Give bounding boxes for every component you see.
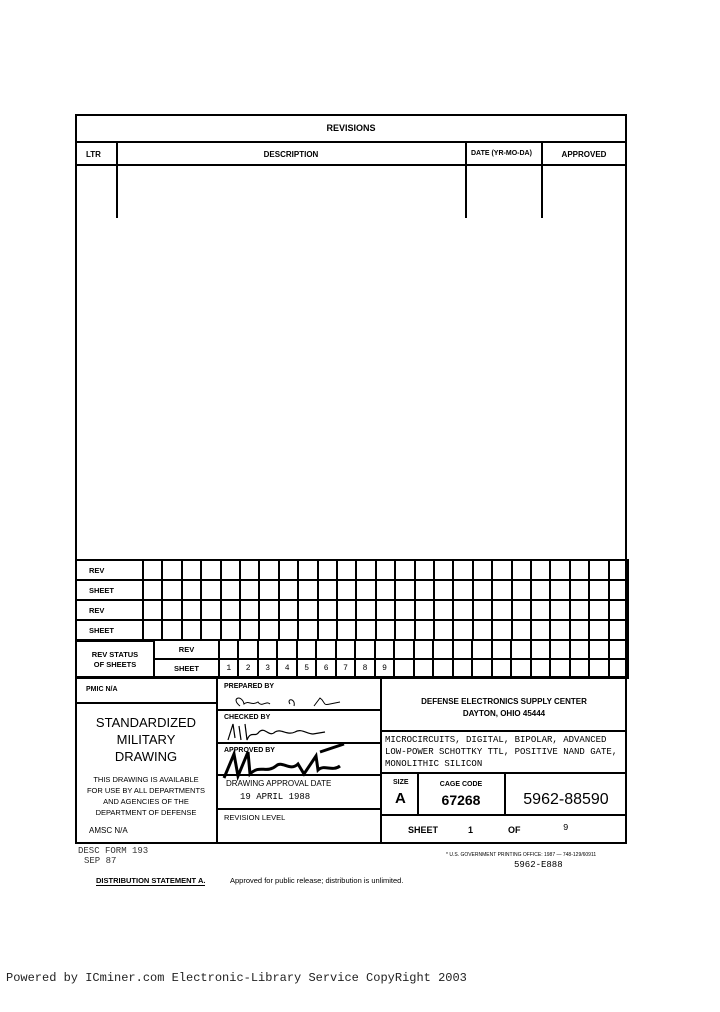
- grid-cell: [472, 559, 493, 581]
- rev-cell: [237, 639, 258, 660]
- approval-date-label: DRAWING APPROVAL DATE: [226, 779, 332, 788]
- grid-cell: [452, 579, 473, 601]
- note-line: FOR USE BY ALL DEPARTMENTS: [86, 786, 206, 795]
- grid-cell: [375, 559, 396, 581]
- revision-level-label: REVISION LEVEL: [224, 813, 286, 822]
- approved-by-label: APPROVED BY: [224, 747, 275, 754]
- grid-cell: [317, 619, 338, 641]
- grid-cell: [317, 579, 338, 601]
- grid-cell: [142, 619, 163, 641]
- grid-cell: [511, 579, 532, 601]
- grid-cell: [297, 619, 318, 641]
- grid-cell: [608, 599, 629, 621]
- note-line: DEPARTMENT OF DEFENSE: [95, 808, 197, 817]
- grid-cell: [220, 559, 241, 581]
- grid-cell: [608, 619, 629, 641]
- sheet-number-cell: 2: [237, 658, 258, 679]
- agency: [381, 696, 627, 720]
- grid-cell: [394, 559, 415, 581]
- col-approved: APPROVED: [561, 150, 607, 159]
- grid-cell: [297, 559, 318, 581]
- grid-cell: [569, 559, 590, 581]
- sheet-number-cell: 3: [257, 658, 278, 679]
- rev-cell: [569, 639, 590, 660]
- grid-cell: [375, 579, 396, 601]
- note-line: AND AGENCIES OF THE: [103, 797, 189, 806]
- title-line: MILITARY: [116, 732, 176, 747]
- desc-line: MONOLITHIC SILICON: [385, 759, 483, 769]
- rev-cell: [432, 639, 453, 660]
- sheet-number: 1: [468, 825, 474, 835]
- grid-cell: [336, 559, 357, 581]
- grid-cell: [569, 599, 590, 621]
- rev-cell: [335, 639, 356, 660]
- size-label: SIZE: [393, 779, 409, 786]
- grid-cell: [472, 599, 493, 621]
- grid-cell: [181, 559, 202, 581]
- rev-cell: [218, 639, 239, 660]
- grid-cell: [414, 559, 435, 581]
- sheet-number-cell: 6: [315, 658, 336, 679]
- grid-cell: [549, 619, 570, 641]
- grid-cell: [608, 559, 629, 581]
- grid-cell: [511, 599, 532, 621]
- rev-cell: [471, 639, 492, 660]
- grid-cell: [511, 559, 532, 581]
- sheet-number-cell: 1: [218, 658, 239, 679]
- row-label: REV: [75, 559, 144, 581]
- sheet-label: SHEET: [408, 825, 439, 835]
- grid-cell: [588, 599, 609, 621]
- desc-line: LOW-POWER SCHOTTKY TTL, POSITIVE NAND GATE,: [385, 747, 618, 757]
- prepared-by-label: PREPARED BY: [224, 683, 275, 690]
- agency-address: DAYTON, OHIO 45444: [462, 709, 546, 718]
- grid-cell: [588, 579, 609, 601]
- amsc: AMSC N/A: [89, 826, 128, 835]
- grid-cell: [452, 559, 473, 581]
- col-description: DESCRIPTION: [263, 150, 319, 159]
- form-id: DESC FORM 193: [78, 846, 149, 856]
- grid-cell: [472, 619, 493, 641]
- grid-cell: [569, 579, 590, 601]
- row-label: SHEET: [75, 579, 144, 601]
- grid-cell: [355, 579, 376, 601]
- grid-cell: [200, 579, 221, 601]
- col-date: DATE (YR-MO-DA): [471, 150, 532, 157]
- grid-cell: [414, 579, 435, 601]
- cage-label: CAGE CODE: [439, 781, 483, 788]
- form-date: SEP 87: [84, 856, 117, 866]
- rev-cell: [452, 639, 473, 660]
- grid-cell: [297, 579, 318, 601]
- grid-cell: [181, 579, 202, 601]
- grid-cell: [530, 579, 551, 601]
- grid-cell: [220, 619, 241, 641]
- agency-name: DEFENSE ELECTRONICS SUPPLY CENTER: [421, 697, 587, 706]
- rev-status-line: OF SHEETS: [93, 660, 137, 669]
- distribution-text: Approved for public release; distribution is unlimited.: [230, 876, 404, 885]
- title-line: DRAWING: [114, 749, 178, 764]
- cage-code: 67268: [441, 792, 481, 808]
- of-label: OF: [508, 825, 521, 835]
- grid-cell: [258, 619, 279, 641]
- grid-cell: [394, 619, 415, 641]
- grid-cell: [200, 559, 221, 581]
- grid-cell: [530, 619, 551, 641]
- availability-note: [75, 774, 217, 818]
- rev-status-line: REV STATUS: [91, 650, 139, 659]
- grid-cell: [530, 559, 551, 581]
- of-total: 9: [563, 823, 569, 833]
- grid-cell: [433, 619, 454, 641]
- rev-cell: [276, 639, 297, 660]
- size-value: A: [395, 790, 406, 807]
- grid-cell: [355, 619, 376, 641]
- grid-cell: [278, 619, 299, 641]
- grid-cell: [161, 599, 182, 621]
- rev-status-label: [75, 640, 155, 679]
- row-label: SHEET: [75, 619, 144, 641]
- col-ltr: LTR: [86, 150, 101, 159]
- grid-cell: [433, 559, 454, 581]
- rev-cell: [354, 639, 375, 660]
- grid-cell: [433, 579, 454, 601]
- grid-cell: [220, 579, 241, 601]
- grid-cell: [549, 599, 570, 621]
- rev-cell: [413, 639, 434, 660]
- sheet-number-cell: 7: [335, 658, 356, 679]
- grid-cell: [452, 599, 473, 621]
- approved-signature: [220, 744, 350, 782]
- sheet-number-cell: 8: [354, 658, 375, 679]
- revisions-title: REVISIONS: [326, 123, 376, 133]
- drawing-title: [75, 714, 217, 765]
- row-label: REV: [75, 599, 144, 621]
- grid-cell: [375, 599, 396, 621]
- grid-cell: [549, 559, 570, 581]
- rev-cell: [530, 639, 551, 660]
- grid-cell: [161, 619, 182, 641]
- grid-cell: [569, 619, 590, 641]
- grid-cell: [414, 619, 435, 641]
- grid-cell: [491, 559, 512, 581]
- grid-cell: [588, 619, 609, 641]
- rev-sub-label: REV: [153, 639, 220, 660]
- checked-signature: [225, 720, 335, 742]
- grid-cell: [258, 599, 279, 621]
- grid-cell: [530, 599, 551, 621]
- grid-cell: [336, 579, 357, 601]
- sheet-number-cell: 5: [296, 658, 317, 679]
- gpo-note: * U.S. GOVERNMENT PRINTING OFFICE: 1987 — 748-129/60911: [446, 852, 597, 858]
- grid-cell: [336, 619, 357, 641]
- rev-cell: [608, 639, 629, 660]
- grid-cell: [181, 619, 202, 641]
- grid-cell: [433, 599, 454, 621]
- form-number: [78, 846, 148, 866]
- grid-cell: [161, 579, 182, 601]
- note-line: THIS DRAWING IS AVAILABLE: [93, 775, 199, 784]
- rev-cell: [491, 639, 512, 660]
- grid-cell: [375, 619, 396, 641]
- rev-cell: [510, 639, 531, 660]
- grid-cell: [142, 599, 163, 621]
- grid-cell: [220, 599, 241, 621]
- rev-status-grid: [75, 559, 627, 677]
- grid-cell: [161, 559, 182, 581]
- grid-cell: [239, 599, 260, 621]
- grid-cell: [452, 619, 473, 641]
- sheet-number-cell: 4: [276, 658, 297, 679]
- grid-cell: [239, 619, 260, 641]
- grid-cell: [588, 559, 609, 581]
- grid-cell: [142, 579, 163, 601]
- grid-cell: [394, 599, 415, 621]
- grid-cell: [258, 559, 279, 581]
- rev-cell: [315, 639, 336, 660]
- grid-cell: [549, 579, 570, 601]
- distribution-label: DISTRIBUTION STATEMENT A.: [96, 876, 206, 885]
- grid-cell: [355, 599, 376, 621]
- rev-cell: [374, 639, 395, 660]
- grid-cell: [491, 579, 512, 601]
- grid-cell: [336, 599, 357, 621]
- grid-cell: [317, 599, 338, 621]
- grid-cell: [317, 559, 338, 581]
- desc-line: MICROCIRCUITS, DIGITAL, BIPOLAR, ADVANCED: [385, 735, 607, 745]
- grid-cell: [258, 579, 279, 601]
- grid-cell: [278, 559, 299, 581]
- approval-date: 19 APRIL 1988: [240, 792, 311, 802]
- grid-cell: [472, 579, 493, 601]
- drawing-description: [385, 734, 617, 770]
- grid-cell: [394, 579, 415, 601]
- prepared-signature: [230, 694, 350, 710]
- grid-cell: [181, 599, 202, 621]
- grid-cell: [491, 619, 512, 641]
- sheet-number-cell: 9: [374, 658, 395, 679]
- rev-cell: [393, 639, 414, 660]
- title-line: STANDARDIZED: [95, 715, 197, 730]
- grid-cell: [142, 559, 163, 581]
- checked-by-label: CHECKED BY: [224, 714, 271, 721]
- grid-cell: [200, 599, 221, 621]
- rev-cell: [549, 639, 570, 660]
- grid-cell: [608, 579, 629, 601]
- powered-by: Powered by ICminer.com Electronic-Library Service CopyRight 2003: [6, 971, 467, 985]
- rev-cell: [257, 639, 278, 660]
- grid-cell: [278, 579, 299, 601]
- grid-cell: [491, 599, 512, 621]
- rev-cell: [588, 639, 609, 660]
- sheet-sub-label: SHEET: [153, 658, 220, 679]
- grid-cell: [414, 599, 435, 621]
- grid-cell: [239, 559, 260, 581]
- rev-cell: [296, 639, 317, 660]
- grid-cell: [200, 619, 221, 641]
- grid-cell: [278, 599, 299, 621]
- drawing-number: 5962-88590: [523, 791, 609, 808]
- grid-cell: [511, 619, 532, 641]
- pmic: PMIC N/A: [86, 686, 118, 693]
- grid-cell: [355, 559, 376, 581]
- doc-code: 5962-E888: [514, 860, 563, 870]
- grid-cell: [239, 579, 260, 601]
- grid-cell: [297, 599, 318, 621]
